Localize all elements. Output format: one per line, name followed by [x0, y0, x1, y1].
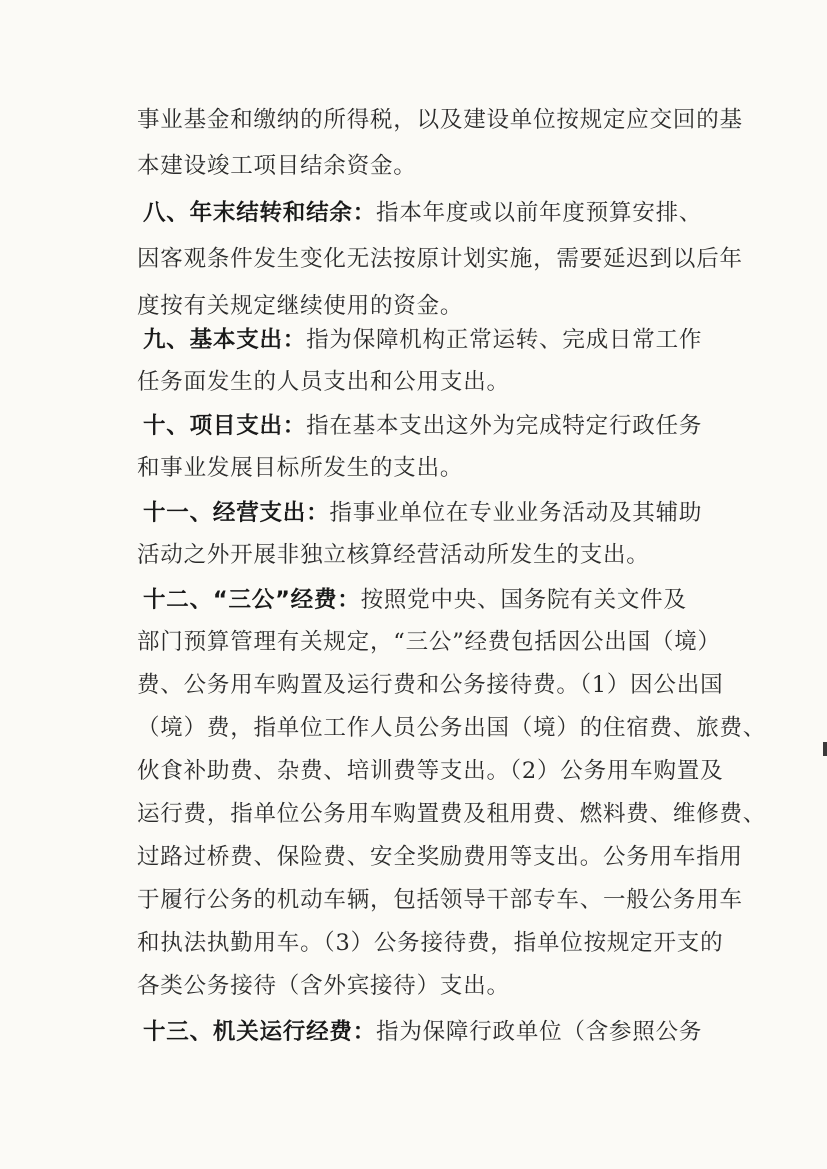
section-heading: 十三、机关运行经费：: [143, 1019, 377, 1045]
text-line: 部门预算管理有关规定，“三公”经费包括因公出国（境）: [137, 629, 721, 655]
section-heading: 九、基本支出：: [143, 327, 307, 353]
text-line: 和执法执勤用车。（3）公务接待费，指单位按规定开支的: [137, 930, 724, 956]
text-line: 按照党中央、国务院有关文件及: [360, 587, 687, 613]
text-line: 指在基本支出这外为完成特定行政任务: [306, 413, 703, 439]
text-line: 本建设竣工项目结余资金。: [137, 153, 417, 179]
text-line: 指本年度或以前年度预算安排、: [376, 200, 703, 226]
text-line: 各类公务接待（含外宾接待）支出。: [137, 973, 510, 999]
text-line: 因客观条件发生变化无法按原计划实施，需要延迟到以后年: [137, 246, 743, 272]
paragraph-first-line: [143, 193, 702, 233]
section-heading: 八、年末结转和结余：: [143, 200, 377, 226]
section-heading: 十一、经营支出：: [143, 500, 330, 526]
text-line: 运行费，指单位公务用车购置费及租用费、燃料费、维修费、: [137, 801, 767, 827]
text-line: 事业基金和缴纳的所得税，以及建设单位按规定应交回的基: [137, 107, 743, 133]
paragraph-first-line: [143, 320, 702, 360]
text-line: 指为保障机构正常运转、完成日常工作: [306, 327, 703, 353]
text-line: 指为保障行政单位（含参照公务: [376, 1019, 703, 1045]
scan-edge-mark: [823, 742, 827, 756]
text-line: 和事业发展目标所发生的支出。: [137, 455, 464, 481]
text-line: 费、公务用车购置及运行费和公务接待费。（1）因公出国: [137, 672, 724, 698]
paragraph-first-line: [143, 580, 687, 620]
paragraph-first-line: [143, 493, 702, 533]
text-line: （境）费，指单位工作人员公务出国（境）的住宿费、旅费、: [137, 715, 767, 741]
text-line: 过路过桥费、保险费、安全奖励费用等支出。公务用车指用: [137, 844, 743, 870]
text-line: 指事业单位在专业业务活动及其辅助: [329, 500, 703, 526]
text-line: 任务面发生的人员支出和公用支出。: [137, 369, 510, 395]
text-line: 于履行公务的机动车辆，包括领导干部专车、一般公务用车: [137, 887, 743, 913]
section-heading: 十、项目支出：: [143, 413, 307, 439]
paragraph-first-line: [143, 1012, 702, 1052]
text-line: 伙食补助费、杂费、培训费等支出。（2）公务用车购置及: [137, 758, 724, 784]
text-line: 度按有关规定继续使用的资金。: [137, 293, 464, 319]
text-line: 活动之外开展非独立核算经营活动所发生的支出。: [137, 542, 650, 568]
section-heading: 十二、“三公”经费：: [143, 587, 361, 613]
paragraph-first-line: [143, 406, 702, 446]
